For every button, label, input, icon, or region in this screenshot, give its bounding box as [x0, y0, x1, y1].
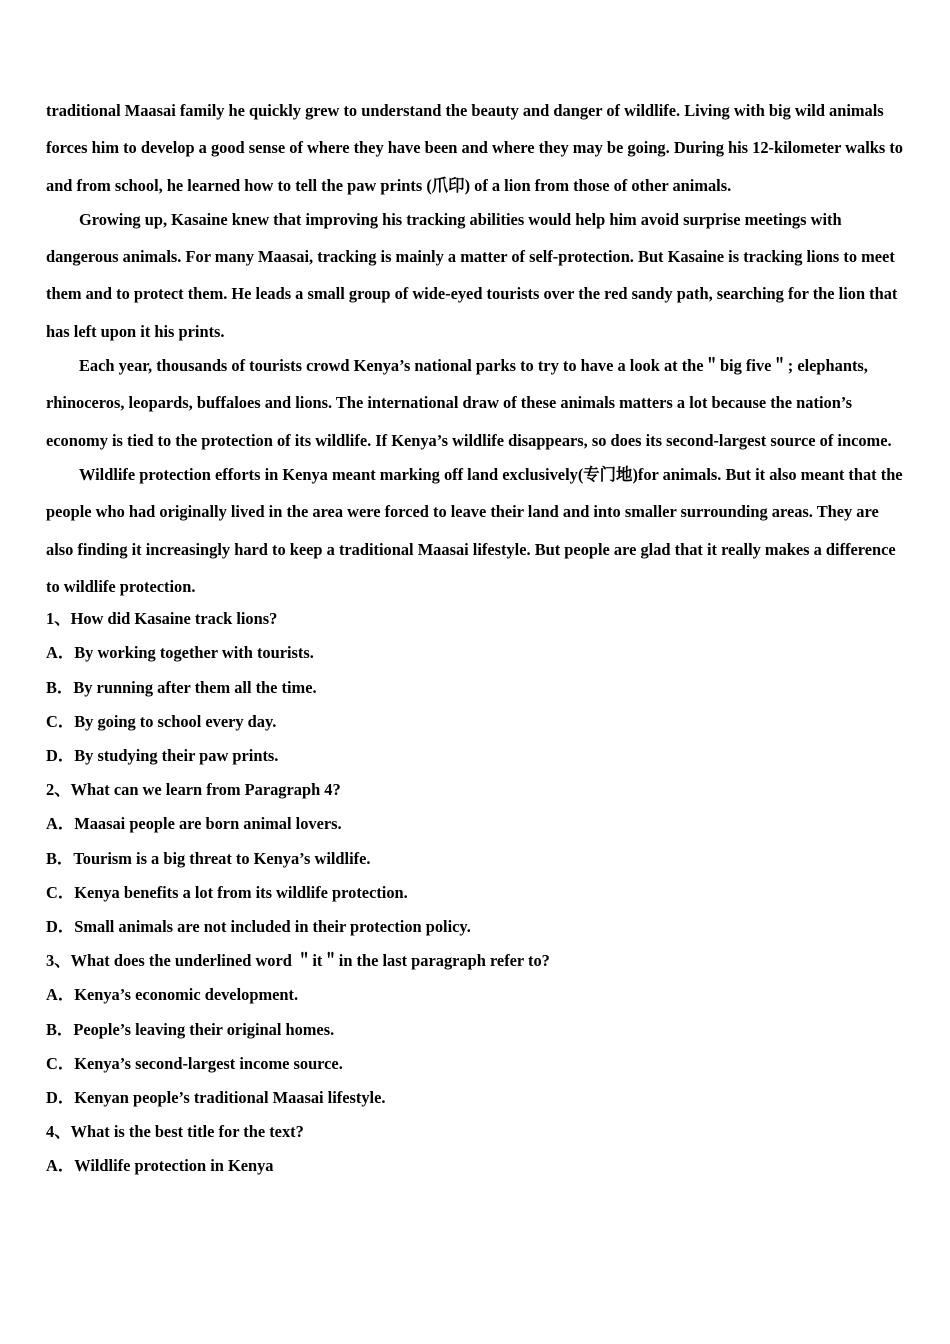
answer-option: C．By going to school every day. — [46, 711, 277, 731]
answer-option: B．People’s leaving their original homes. — [46, 1019, 335, 1039]
passage-paragraph-2: Growing up, Kasaine knew that improving his tracking abilities would help him avoid surprise meetings with dangerous animals. For many Maasai, tracking is mainly a matter of self-protection. But Kasaine is tracking lions to meet them and to protect them. He leads a small group of wide-eyed tourists over the red sandy path, searching for the lion that has left upon it his prints. — [46, 209, 898, 341]
question-stem: 3、What does the underlined word ＂it＂in the last paragraph refer to? — [46, 951, 550, 971]
answer-option: A．Maasai people are born animal lovers. — [46, 814, 342, 834]
passage-paragraph-4: Wildlife protection efforts in Kenya meant marking off land exclusively(专门地)for animals. But it also meant that the people who had originally lived in the area were forced to leave their land and into smaller surrounding areas. They are also finding it increasingly hard to keep a traditional Maasai lifestyle. But people are glad that it really makes a difference to wildlife protection. — [46, 464, 903, 596]
answer-option: C．Kenya benefits a lot from its wildlife protection. — [46, 882, 408, 902]
answer-option: D．Small animals are not included in their protection policy. — [46, 916, 471, 936]
question-3 — [46, 944, 908, 1115]
answer-option: A．By working together with tourists. — [46, 643, 314, 663]
question-stem: 2、What can we learn from Paragraph 4? — [46, 780, 341, 800]
question-1 — [46, 602, 908, 773]
question-2 — [46, 773, 908, 944]
passage-paragraph-3: Each year, thousands of tourists crowd Kenya’s national parks to try to have a look at the＂big five＂; elephants, rhinoceros, leopards, buffaloes and lions. The international draw of these animals matters a lot because the nation’s economy is tied to the protection of its wildlife. If Kenya’s wildlife disappears, so does its second-largest source of income. — [46, 356, 892, 450]
document-page — [46, 92, 908, 1184]
reading-passage — [46, 92, 908, 605]
answer-option: B．By running after them all the time. — [46, 677, 317, 697]
question-list — [46, 602, 908, 1183]
question-stem: 4、What is the best title for the text? — [46, 1122, 304, 1142]
answer-option: A．Kenya’s economic development. — [46, 985, 299, 1005]
answer-option: B．Tourism is a big threat to Kenya’s wildlife. — [46, 848, 371, 868]
passage-paragraph-1: traditional Maasai family he quickly grew to understand the beauty and danger of wildlife. Living with big wild animals forces him to develop a good sense of where they have been and where they may be going. During his 12-kilometer walks to and from school, he learned how to tell the paw prints (爪印) of a lion from those of other animals. — [46, 101, 903, 195]
question-4 — [46, 1115, 908, 1183]
answer-option: A．Wildlife protection in Kenya — [46, 1156, 274, 1176]
answer-option: D．Kenyan people’s traditional Maasai lifestyle. — [46, 1088, 386, 1107]
answer-option: D．By studying their paw prints. — [46, 745, 279, 765]
question-stem: 1、How did Kasaine track lions? — [46, 609, 278, 629]
answer-option: C．Kenya’s second-largest income source. — [46, 1053, 343, 1073]
